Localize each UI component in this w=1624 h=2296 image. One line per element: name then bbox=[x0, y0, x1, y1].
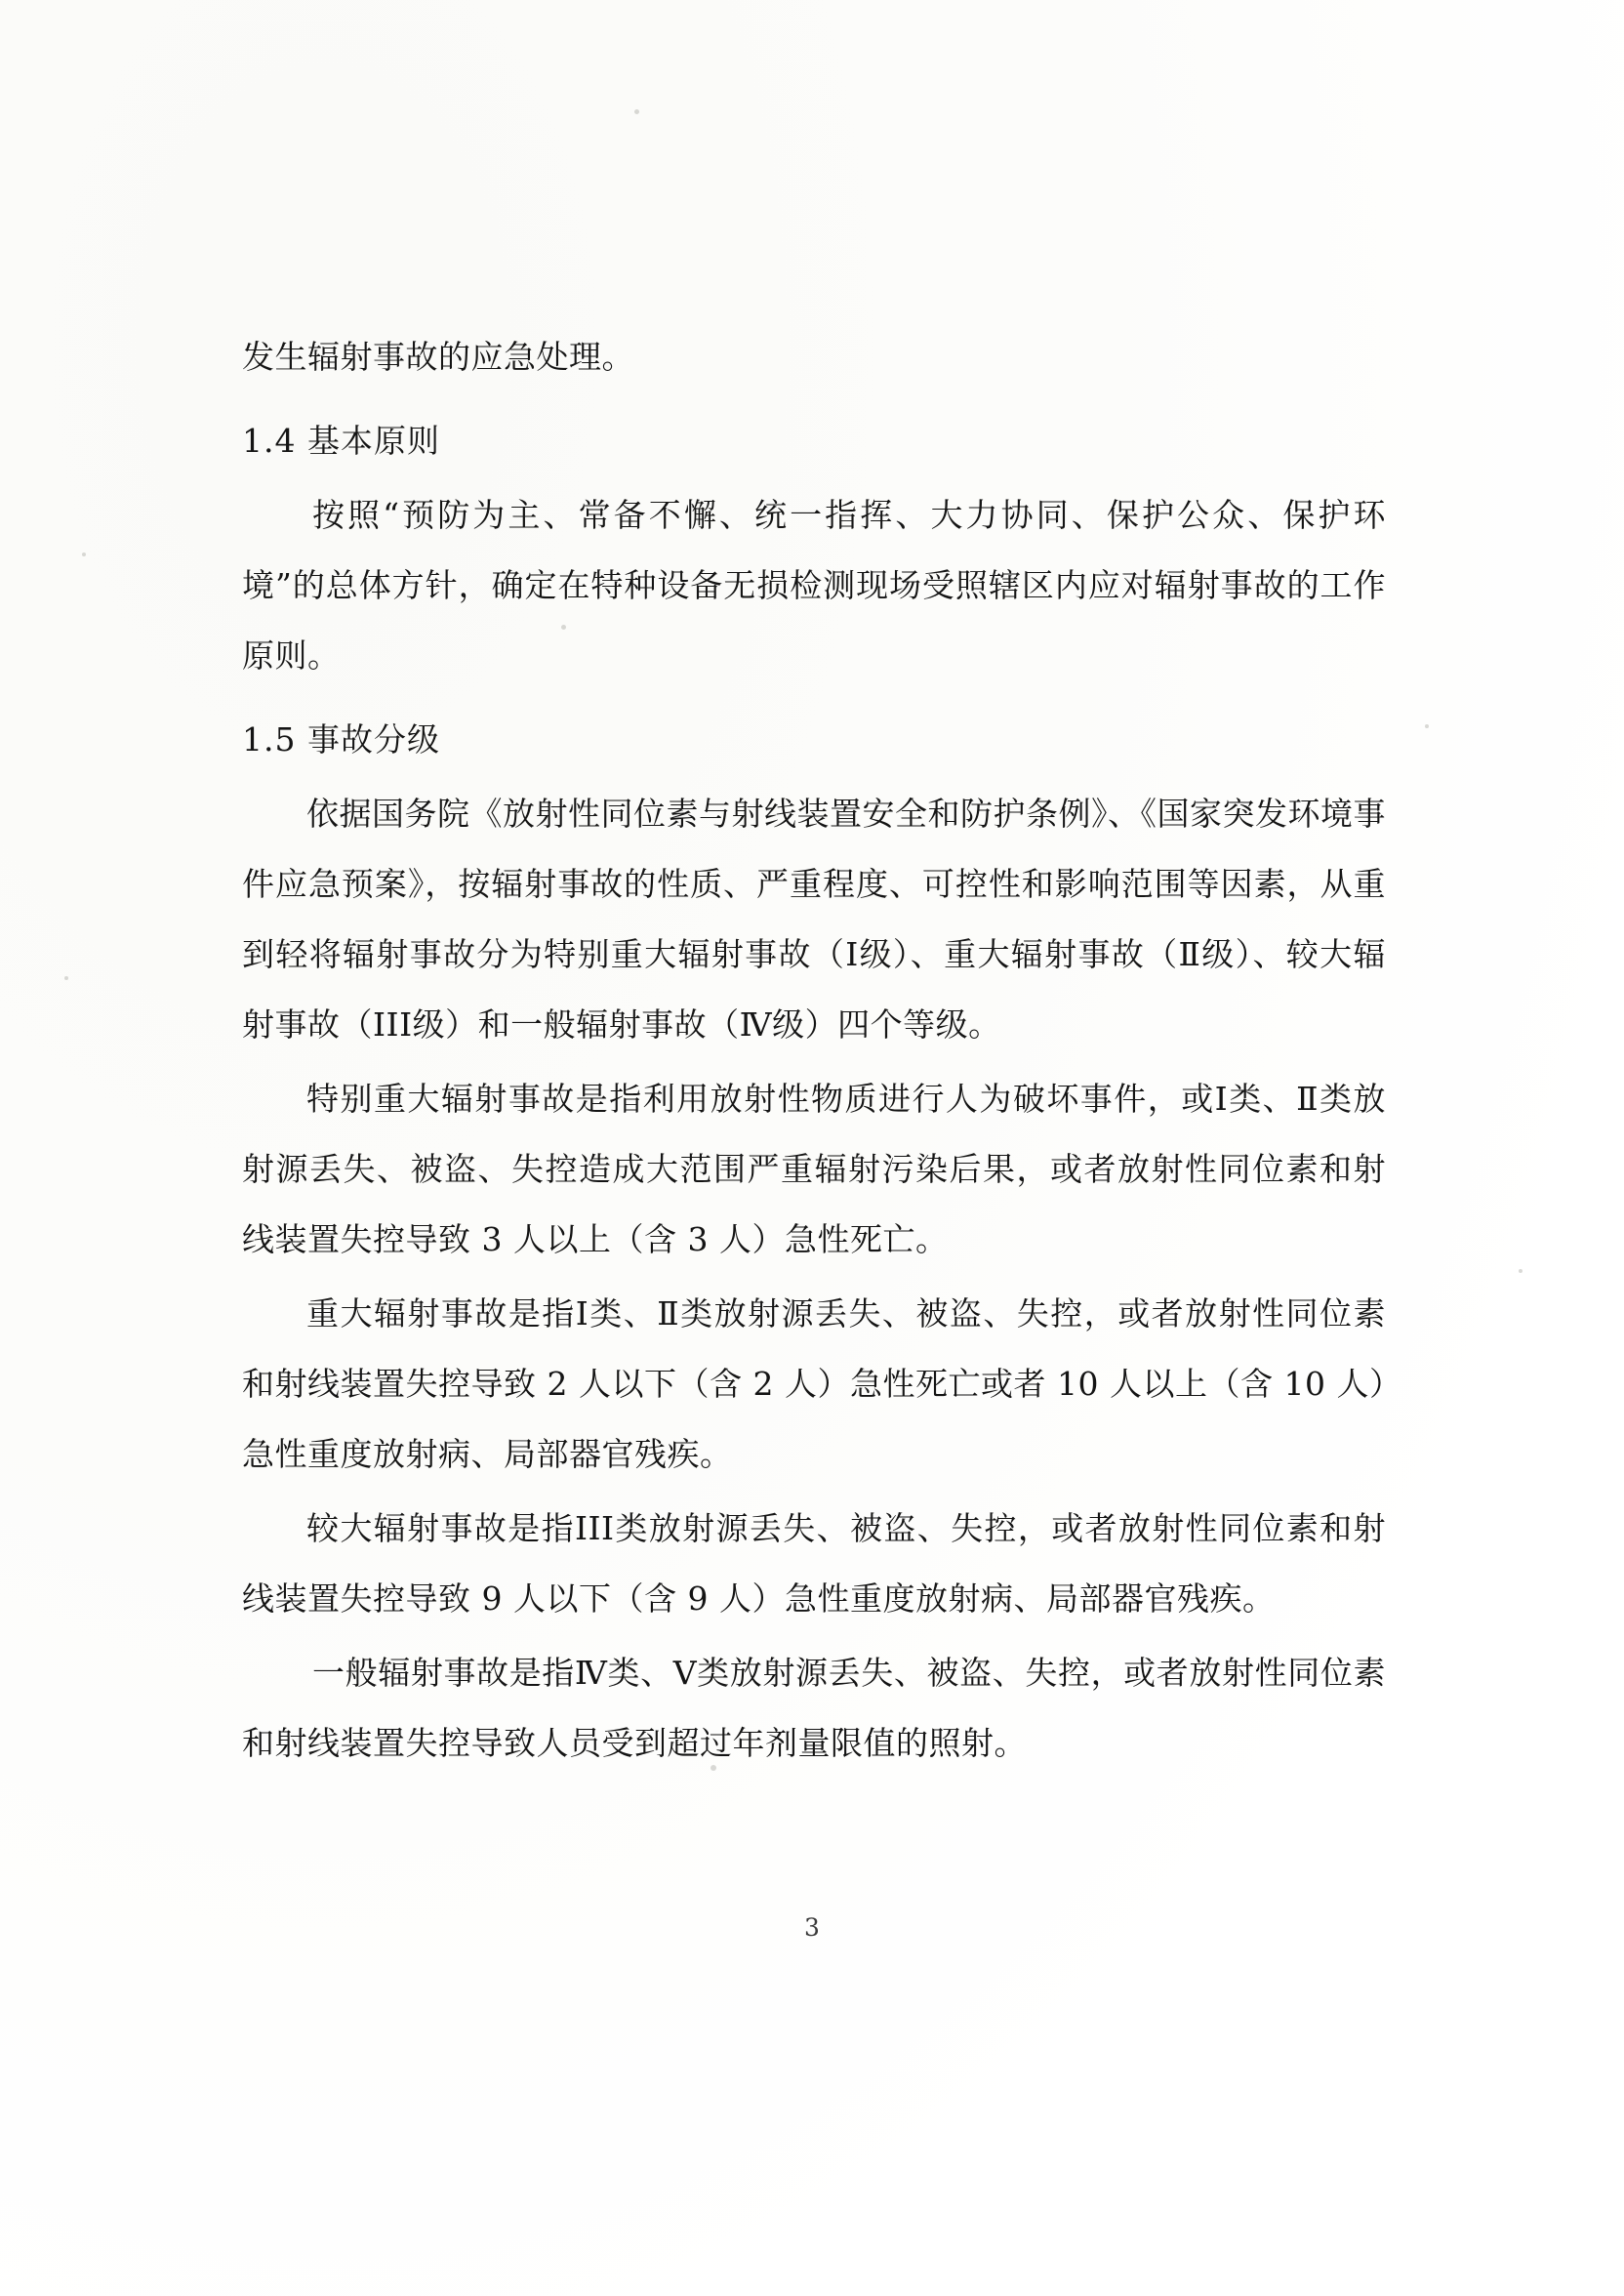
paragraph-level-2: 重大辐射事故是指Ⅰ类、Ⅱ类放射源丢失、被盗、失控，或者放射性同位素和射线装置失控导致 2 人以下（含 2 人）急性死亡或者 10 人以上（含 10 人）急性重度放射病、局部器官残疾。 bbox=[242, 1294, 1386, 1473]
paragraph-line-1: 发生辐射事故的应急处理。 bbox=[242, 338, 634, 376]
paragraph-grading-basis: 依据国务院《放射性同位素与射线装置安全和防护条例》、《国家突发环境事件应急预案》，按辐射事故的性质、严重程度、可控性和影响范围等因素，从重到轻将辐射事故分为特别重大辐射事故（Ⅰ级）、重大辐射事故（Ⅱ级）、较大辐射事故（III级）和一般辐射事故（Ⅳ级）四个等级。 bbox=[242, 795, 1386, 1044]
scan-speck bbox=[64, 976, 68, 980]
paragraph-basic-principles: 按照“预防为主、常备不懈、统一指挥、大力协同、保护公众、保护环境”的总体方针，确定在特种设备无损检测现场受照辖区内应对辐射事故的工作原则。 bbox=[242, 496, 1386, 675]
scan-speck bbox=[82, 553, 86, 556]
heading-1-5: 1.5 事故分级 bbox=[242, 720, 440, 758]
document-body bbox=[242, 322, 1386, 1779]
scan-speck bbox=[1425, 724, 1429, 728]
paragraph-level-1: 特别重大辐射事故是指利用放射性物质进行人为破坏事件，或Ⅰ类、Ⅱ类放射源丢失、被盗、失控造成大范围严重辐射污染后果，或者放射性同位素和射线装置失控导致 3 人以上（含 3 人）急性死亡。 bbox=[242, 1080, 1386, 1258]
paragraph-level-4: 一般辐射事故是指Ⅳ类、Ⅴ类放射源丢失、被盗、失控，或者放射性同位素和射线装置失控导致人员受到超过年剂量限值的照射。 bbox=[242, 1654, 1386, 1762]
heading-1-4: 1.4 基本原则 bbox=[242, 422, 440, 460]
page-number: 3 bbox=[804, 1913, 820, 1942]
paragraph-level-3: 较大辐射事故是指III类放射源丢失、被盗、失控，或者放射性同位素和射线装置失控导致 9 人以下（含 9 人）急性重度放射病、局部器官残疾。 bbox=[242, 1509, 1386, 1618]
scan-speck bbox=[1519, 1269, 1522, 1273]
scan-speck bbox=[634, 109, 639, 114]
